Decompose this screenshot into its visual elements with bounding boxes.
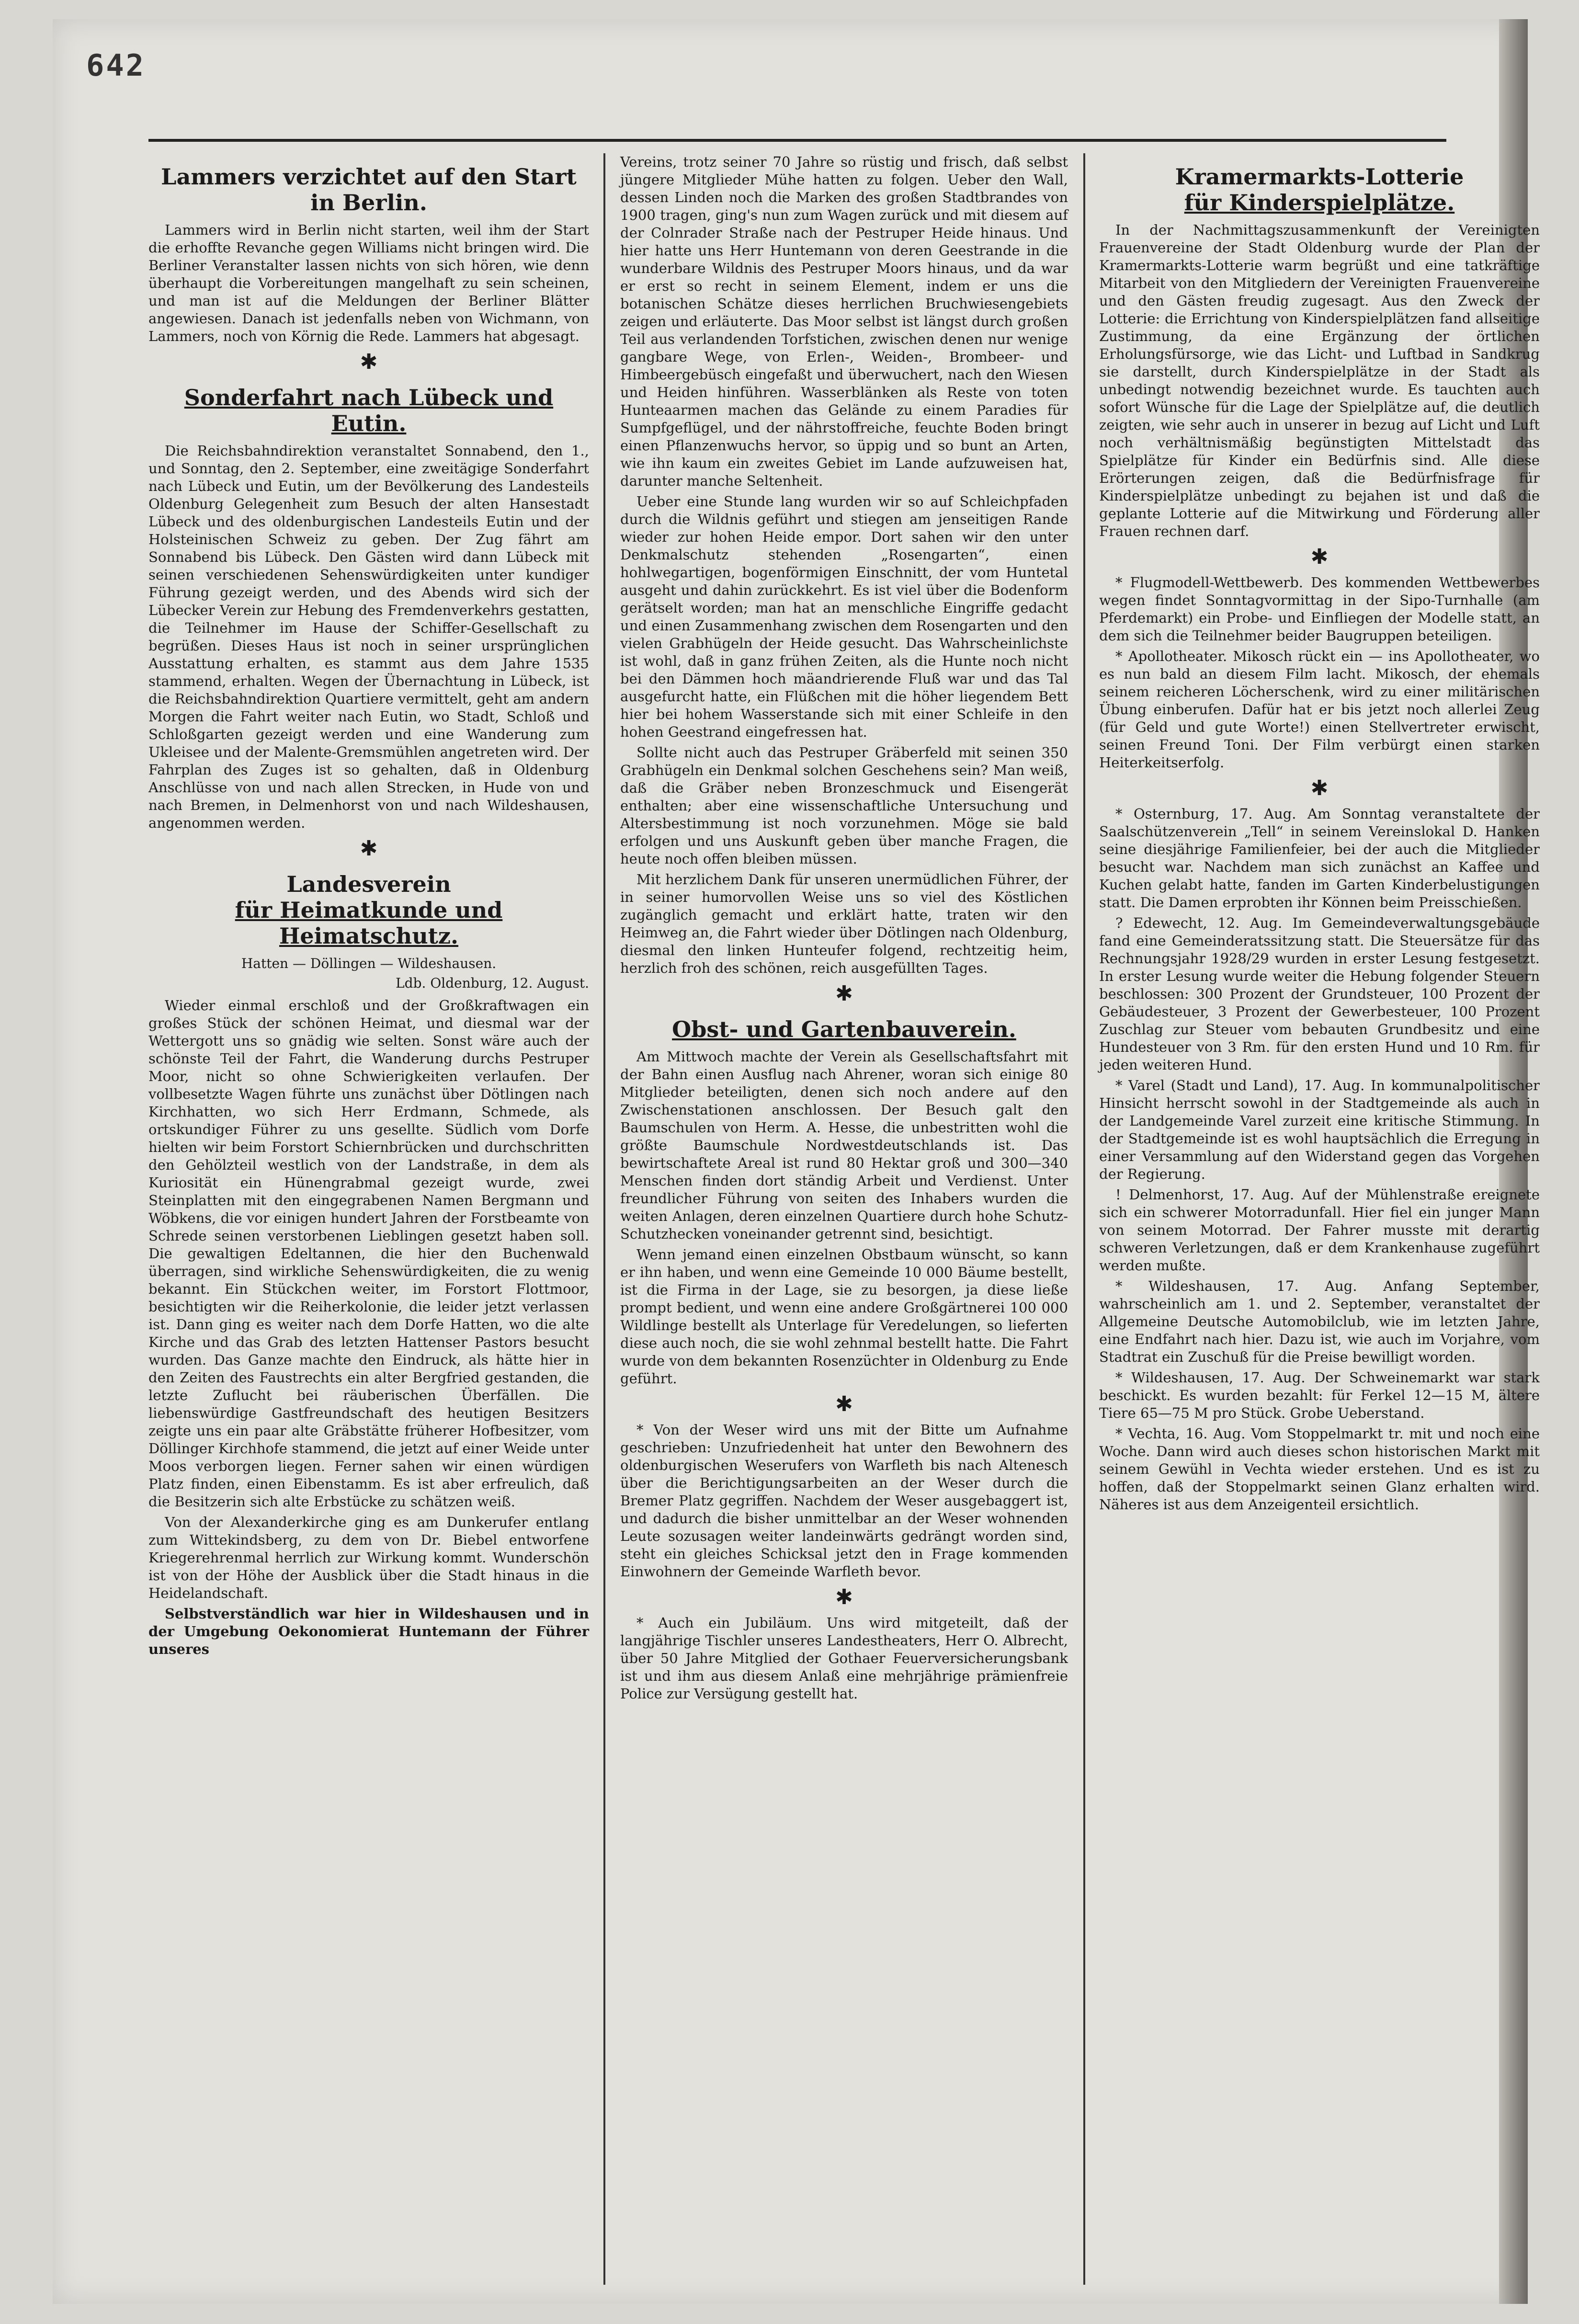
column-divider-1	[603, 153, 605, 2285]
article-paragraph: Wenn jemand einen einzelnen Obstbaum wünscht, so kann er ihn haben, und wenn eine Gemeinde 10 000 Bäume bestellt, ist die Firma in der Lage, sie zu besorgen, ja diese ließe prompt bedient, und wenn eine andere Großgärtnerei 100 000 Wildlinge bestellt als Unterlage für Veredelungen, so lieferten diese auch noch, die sie wohl zehnmal bestellt hatte. Die Fahrt wurde von dem bekannten Rosenzüchter in Oldenburg zu Ende geführt.	[620, 1246, 1068, 1387]
article-paragraph: ? Edewecht, 12. Aug. Im Gemeindeverwaltungsgebäude fand eine Gemeinderatssitzung statt. Die Steuersätze für das Rechnungsjahr 1928/29 wurden in erster Lesung festgesetzt. In erster Lesung wurde weiter die Hebung folgender Steuern beschlossen: 300 Prozent der Grundsteuer, 100 Prozent der Gebäudesteuer, 3 Prozent der Gewerbesteuer, 100 Prozent Zuschlag zur Steuer vom bebauten Grundbesitz und eine Hundesteuer von 3 Rm. für den ersten Hund und 10 Rm. für jeden weiteren Hund.	[1099, 915, 1540, 1073]
article-paragraph: Am Mittwoch machte der Verein als Gesellschaftsfahrt mit der Bahn einen Ausflug nach Ahrener, woran sich einige 80 Mitglieder beteiligten, denen sich noch andere auf den Zwischenstationen anschlossen. Der Besuch galt den Baumschulen von Herm. A. Hesse, die unbestritten wohl die größte Baumschule Nordwestdeutschlands ist. Das bewirtschaftete Areal ist rund 80 Hektar groß und 300—340 Menschen finden dort ständig Arbeit und Verdienst. Unter freundlicher Führung von seiten des Inhabers wurden die weiten Anlagen, deren einzelnen Quartiere durch hohe Schutz-Schutzhecken voneinander getrennt sind, besichtigt.	[620, 1048, 1068, 1242]
article-title-lotterie: Kramermarkts-Lotterie für Kinderspielplätze.	[1175, 164, 1464, 216]
separator-star: ✱	[835, 1392, 853, 1416]
article-paragraph: * Osternburg, 17. Aug. Am Sonntag veranstaltete der Saalschützenverein „Tell“ in seinem Vereinslokal D. Hanken seine diesjährige Familienfeier, bei der auch die Mitglieder besucht war. Nachdem man sich zunächst an Kaffee und Kuchen gelabt hatte, fanden im Garten Kinderbelustigungen statt. Die Damen erprobten ihr Können beim Preisschießen.	[1099, 806, 1540, 911]
column-2	[620, 153, 1068, 1706]
article-body-lammers: Lammers wird in Berlin nicht starten, weil ihm der Start die erhoffte Revanche gegen Williams nicht bringen wird. Die Berliner Veranstalter lassen nichts von sich hören, wie denn überhaupt die Vorbereitungen mangelhaft zu sein scheinen, und man ist auf die Meldungen der Berliner Blätter angewiesen. Danach ist jedenfalls neben von Wichmann, von Lammers, noch von Körnig die Rede. Lammers hat abgesagt.	[148, 222, 589, 344]
column-3	[1099, 153, 1540, 1516]
article-paragraph: * Apollotheater. Mikosch rückt ein — ins Apollotheater, wo es nun bald an diesem Film lacht. Mikosch, der ehemals seinem reicheren Löcherschenk, wird zu einer militärischen Übung einberufen. Dafür hat er bis jetzt noch allerlei Zeug (für Geld und gute Worte!) einen Stellvertreter erwischt, seinen Freund Toni. Der Film verbürgt einen starken Heiterkeitserfolg.	[1099, 648, 1540, 771]
separator-star: ✱	[835, 981, 853, 1006]
column-1	[148, 153, 589, 1661]
article-paragraph: * Von der Weser wird uns mit der Bitte um Aufnahme geschrieben: Unzufriedenheit hat unter den Bewohnern des oldenburgischen Weserufers von Warfleth bis nach Altenesch über die Berichtigungsarbeiten an der Weser durch die Bremer Platz gegriffen. Nachdem der Weser ausgebaggert ist, und dadurch die bisher unmittelbar an der Weser wohnenden Leute sozusagen weiter landeinwärts gedrängt worden sind, steht ein gleiches Schicksal jetzt den in Frage kommenden Einwohnern der Gemeinde Warfleth bevor.	[620, 1422, 1068, 1580]
article-title-sonderfahrt: Sonderfahrt nach Lübeck und Eutin.	[184, 385, 554, 436]
article-route: Hatten — Döllingen — Wildeshausen.	[241, 956, 497, 971]
article-paragraph: Wieder einmal erschloß und der Großkraftwagen ein großes Stück der schönen Heimat, und diesmal war der Wettergott uns so gnädig wie selten. Sonst wäre auch der schönste Teil der Fahrt, die Wanderung durchs Pestruper Moor, nicht so ohne Schwierigkeiten verlaufen. Der vollbesetzte Wagen führte uns zunächst über Dötlingen nach Kirchhatten, wo sich Herr Erdmann, Schmede, als ortskundiger Führer zu uns gesellte. Südlich vom Dorfe hielten wir beim Forstort Schiernbrücken und durchschritten den Gehölzteil westlich von der Landstraße, in dem als Kuriosität ein Hünengrabmal gezeigt wurde, zwei Steinplatten mit den eingegrabenen Namen Bergmann und Wöbkens, die vor einigen hundert Jahren der Forstbeamte von Schrede seinen verstorbenen Lieblingen gesetzt haben soll. Die gewaltigen Edeltannen, die hier den Buchenwald überragen, sind wirkliche Sehenswürdigkeiten, die zu wenig bekannt. Ein Stückchen weiter, im Forstort Flottmoor, besichtigten wir die Reiherkolonie, die leider jetzt verlassen ist. Dann ging es weiter nach dem Dorfe Hatten, wo die alte Kirche und das Grab des letzten Hattenser Pastors besucht wurden. Das Ganze machte den Eindruck, als hätte hier in den Zeiten des Faustrechts ein alter Bergfried gestanden, die letzte Zuflucht bei räuberischen Überfällen. Die liebenswürdige Gastfreundschaft des heutigen Besitzers zeigte uns ein paar alte Gräbstätte früherer Hofbesitzer, vom Döllinger Kirchhofe stammend, die jetzt auf einer Weide unter Moos verborgen liegen. Ferner sahen wir einen würdigen Platz finden, einen Eibenstamm. Es ist aber erfreulich, daß die Besitzerin sich alte Erbstücke zu schätzen weiß.	[148, 997, 589, 1510]
article-paragraph: * Wildeshausen, 17. Aug. Anfang September, wahrscheinlich am 1. und 2. September, veranstaltet der Allgemeine Deutsche Automobilclub, wie im letzten Jahre, eine Endfahrt nach hier. Dazu ist, wie auch im Vorjahre, vom Stadtrat ein Zuschuß für die Preise bewilligt worden.	[1099, 1278, 1540, 1365]
article-body-sonderfahrt: Die Reichsbahndirektion veranstaltet Sonnabend, den 1., und Sonntag, den 2. September, eine zweitägige Sonderfahrt nach Lübeck und Eutin, um der Bevölkerung des Landesteils Oldenburg Gelegenheit zum Besuch der alten Hansestadt Lübeck und des oldenburgischen Landesteils Eutin und der Holsteinischen Schweiz zu geben. Der Zug fährt am Sonnabend bis Lübeck. Den Gästen wird dann Lübeck mit seinen verschiedenen Sehenswürdigkeiten unter kundiger Führung gezeigt werden, und des Abends wird sich der Lübecker Verein zur Hebung des Fremdenverkehrs gestatten, die Teilnehmer im Hause der Schiffer-Gesellschaft zu begrüßen. Dieses Haus ist noch in seiner ursprünglichen Ausstattung erhalten, es stammt aus dem Jahre 1535 stammend, erhalten. Wegen der Übernachtung in Lübeck, ist die Reichsbahndirektion Quartiere vermittelt, geht am andern Morgen die Fahrt weiter nach Eutin, wo Stadt, Schloß und Schloßgarten gezeigt werden und eine Wanderung zum Ukleisee und der Malente-Gremsmühlen angetreten wird. Der Fahrplan des Zuges ist so gehalten, daß in Oldenburg Anschlüsse von und nach allen Strecken, in Hude von und nach Bremen, in Delmenhorst von und nach Wildeshausen, angenommen werden.	[148, 443, 589, 831]
column-divider-2	[1083, 153, 1085, 2285]
separator-star: ✱	[360, 350, 378, 374]
article-paragraph: * Vechta, 16. Aug. Vom Stoppelmarkt tr. mit und noch eine Woche. Dann wird auch dieses schon historischen Markt mit seinem Gewühl in Vechta wieder erstehen. Und es ist zu hoffen, daß der Stoppelmarkt seinen Glanz erhalten wird. Näheres ist aus dem Anzeigenteil ersichtlich.	[1099, 1425, 1540, 1513]
article-paragraph: Mit herzlichem Dank für unseren unermüdlichen Führer, der in seiner humorvollen Weise uns so viel des Köstlichen zugänglich gemacht und erklärt hatte, traten wir den Heimweg an, die Fahrt wieder über Dötlingen nach Oldenburg, diesmal den linken Hunteufer folgend, rechtzeitig heim, herzlich froh des schönen, reich ausgefüllten Tages.	[620, 871, 1068, 976]
newspaper-page	[53, 19, 1540, 2304]
article-paragraph: * Flugmodell-Wettbewerb. Des kommenden Wettbewerbes wegen findet Sonntagvormittag in der Sipo-Turnhalle (am Pferdemarkt) ein Probe- und Einfliegen der Modelle statt, an dem sich die Teilnehmer beider Baugruppen beteiligen.	[1099, 574, 1540, 644]
page-number: 642	[86, 48, 146, 83]
separator-star: ✱	[1310, 776, 1329, 800]
article-paragraph: In der Nachmittagszusammenkunft der Vereinigten Frauenvereine der Stadt Oldenburg wurde der Plan der Kramermarkts-Lotterie warm begrüßt und eine tatkräftige Mitarbeit von den Mitgliedern der Vereinigten Frauenvereine und den Gästen freudig zugesagt. Aus den Zweck der Lotterie: die Errichtung von Kinderspielplätzen fand allseitige Zustimmung, da eine Ergänzung der örtlichen Erholungsfürsorge, wie das Licht- und Luftbad in Sandkrug sie darstellt, durch Kinderspielplätze in der Stadt als unbedingt notwendig bezeichnet wurde. Es tauchten auch sofort Wünsche für die Lage der Spielplätze auf, die deutlich zeigten, wie sehr auch in unserer in bezug auf Licht und Luft noch verhältnismäßig begünstigten Mittelstadt das Spielplätze für Kinder ein Bedürfnis sind. Alle diese Erörterungen zeigen, daß die Bedürfnisfrage für Kinderspielplätze unbedingt zu bejahen ist und daß die geplante Lotterie auf die Mitwirkung und Förderung aller Frauen rechnen darf.	[1099, 222, 1540, 539]
article-dateline: Ldb. Oldenburg, 12. August.	[396, 975, 589, 991]
article-paragraph: Selbstverständlich war hier in Wildeshausen und in der Umgebung Oekonomierat Huntemann der Führer unseres	[148, 1606, 589, 1657]
article-paragraph: * Varel (Stadt und Land), 17. Aug. In kommunalpolitischer Hinsicht herrscht sowohl in der Stadtgemeinde als auch in der Landgemeinde Varel zurzeit eine kritische Stimmung. In der Stadtgemeinde ist es wohl hauptsächlich die Erregung in einer Versammlung auf den Widerstand gegen das Vorgehen der Regierung.	[1099, 1077, 1540, 1182]
top-rule	[148, 139, 1446, 142]
article-paragraph: * Wildeshausen, 17. Aug. Der Schweinemarkt war stark beschickt. Es wurden bezahlt: für Ferkel 12—15 M, ältere Tiere 65—75 M pro Stück. Grobe Ueberstand.	[1099, 1369, 1540, 1421]
separator-star: ✱	[835, 1585, 853, 1609]
article-paragraph: ! Delmenhorst, 17. Aug. Auf der Mühlenstraße ereignete sich ein schwerer Motorradunfall. Hier fiel ein junger Mann von seinem Motorrad. Der Fahrer musste mit derartig schweren Verletzungen, daß er dem Krankenhause zugeführt werden mußte.	[1099, 1186, 1540, 1274]
article-paragraph: Von der Alexanderkirche ging es am Dunkerufer entlang zum Wittekindsberg, zu dem von Dr. Biebel entworfene Kriegerehrenmal herrlich zur Wirkung kommt. Wunderschön ist von der Höhe der Ausblick über die Stadt hinaus in die Heidelandschaft.	[148, 1514, 589, 1601]
article-paragraph: Sollte nicht auch das Pestruper Gräberfeld mit seinen 350 Grabhügeln ein Denkmal solchen Geschehens sein? Man weiß, daß die Gräber neben Bronzeschmuck und Eisengerät enthalten; aber eine wissenschaftliche Untersuchung und Altersbestimmung ist noch vorzunehmen. Möge sie bald erfolgen und uns Auskunft geben über manche Fragen, die heute noch offen bleiben müssen.	[620, 744, 1068, 867]
separator-star: ✱	[1310, 545, 1329, 569]
article-paragraph: Ueber eine Stunde lang wurden wir so auf Schleichpfaden durch die Wildnis geführt und stiegen am jenseitigen Rande wieder zur hohen Heide empor. Dort sahen wir den unter Denkmalschutz stehenden „Rosengarten“, einen hohlwegartigen, bogenförmigen Einschnitt, der vom Huntetal ausgeht und dahin zurückkehrt. Es ist viel über die Bodenform gerätselt worden; man hat an menschliche Eingriffe gedacht und einen Zusammenhang zwischen dem Rosengarten und den vielen Grabhügeln der Heide gesucht. Das Wahrscheinlichste ist wohl, daß in ganz frühen Zeiten, als die Hunte noch nicht bei den Dämmen hoch mäandrierende Fluß war und das Tal ausgefurcht hatte, ein Flüßchen mit die höher liegendem Bett hier bei hohem Wasserstande sich mit einer Schleife in den hohen Geestrand eingefressen hat.	[620, 493, 1068, 740]
article-paragraph: Vereins, trotz seiner 70 Jahre so rüstig und frisch, daß selbst jüngere Mitglieder Mühe hatten zu folgen. Ueber den Wall, dessen Linden noch die Marken des großen Stadtbrandes von 1900 tragen, ging's nun zum Wagen zurück und mit diesem auf der Colnrader Straße nach der Pestruper Heide hinaus. Und hier hatte uns Herr Huntemann von deren Geestrande in die wunderbare Wildnis des Pestruper Moors hinaus, und da war er erst so recht in seinem Element, indem er uns die botanischen Schätze dieses herrlichen Bruchwiesengebiets zeigen und erläuterte. Das Moor selbst ist längst durch großen Teil aus verlandenden Torfstichen, zwischen denen nur wenige gangbare Wege, von Erlen-, Weiden-, Brombeer- und Himbeergebüsch eingefaßt und überwuchert, nach den Wiesen und Heiden hinführen. Wasserblänken als Reste von toten Hunteaarmen machen das Gelände zu einem Paradies für Sumpfgeflügel, und der nährstoffreiche, feuchte Boden bringt einen Pflanzenwuchs hervor, so üppig und so bunt an Arten, wie ihn kaum ein zweites Gebiet im Lande aufzuweisen hat, darunter manche Seltenheit.	[620, 154, 1068, 489]
article-title-obstbau: Obst- und Gartenbauverein.	[672, 1016, 1016, 1042]
separator-star: ✱	[360, 836, 378, 861]
article-title-landesverein: Landesverein für Heimatkunde und Heimatschutz.	[235, 871, 503, 949]
article-title-lammers: Lammers verzichtet auf den Start in Berlin.	[161, 164, 577, 216]
article-paragraph: * Auch ein Jubiläum. Uns wird mitgeteilt, daß der langjährige Tischler unseres Landestheaters, Herr O. Albrecht, über 50 Jahre Mitglied der Gothaer Feuerversicherungsbank ist und ihm aus diesem Anlaß eine mehrjährige prämienfreie Police zur Versügung gestellt hat.	[620, 1615, 1068, 1702]
